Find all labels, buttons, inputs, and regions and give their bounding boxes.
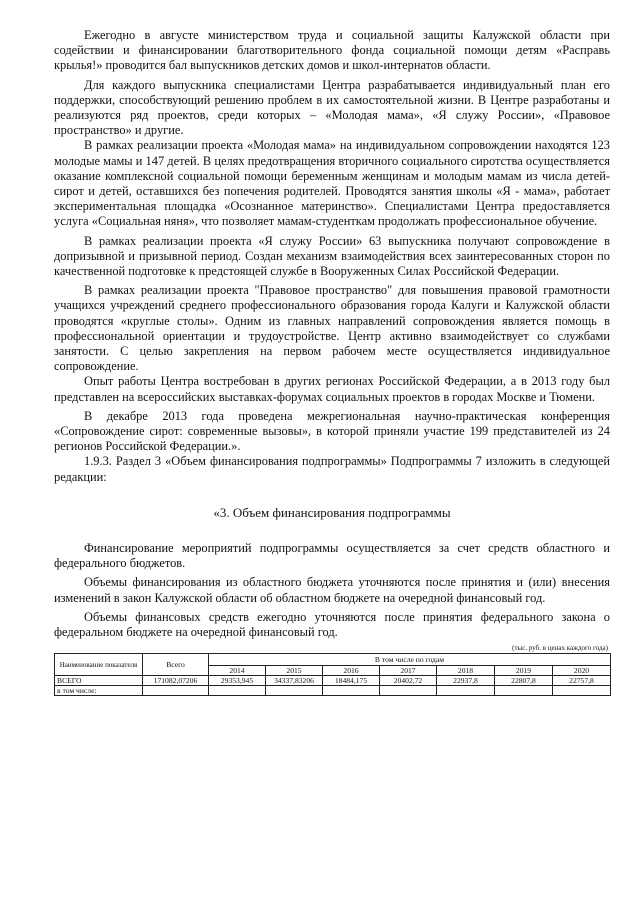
paragraph-young-mother: В рамках реализации проекта «Молодая мама» на индивидуальном сопровождении находятся 123 молодые мамы и 147 детей. В целях предотвращения вторичного социального сиротства осуществляется оказание комплексной социальной помощи беременным женщинам и молодым мамам из числа детей-сирот и детей, оставшихся без попечения родителей. Проводятся занятия школы «Я - мама», работает экспериментальная площадка «Осознанное материнство». Специалистами Центра предоставляется услуга «Социальная няня», что позволяет мамам-студенткам продолжать профессиональное обучение. bbox=[54, 138, 610, 229]
table-header-year: 2019 bbox=[495, 666, 553, 676]
paragraph-section-amendment: 1.9.3. Раздел 3 «Объем финансирования подпрограммы» Подпрограммы 7 изложить в следующей редакции: bbox=[54, 454, 610, 484]
cell-value: 18484,175 bbox=[323, 676, 380, 686]
paragraph-experience: Опыт работы Центра востребован в других регионах Российской Федерации, а в 2013 году был представлен на всероссийских выставках-форумах социальных проектов в городах Москве и Тюмени. bbox=[54, 374, 610, 404]
table-header-year: 2014 bbox=[209, 666, 266, 676]
row-label: ВСЕГО bbox=[55, 676, 143, 686]
table-row bbox=[55, 686, 611, 696]
cell-value: 29353,945 bbox=[209, 676, 266, 686]
table-row bbox=[55, 676, 611, 686]
cell-value bbox=[380, 686, 437, 696]
cell-value: 22757,8 bbox=[553, 676, 611, 686]
paragraph-funding-sources: Финансирование мероприятий подпрограммы осуществляется за счет средств областного и федерального бюджетов. bbox=[54, 540, 610, 571]
table-header-year: 2020 bbox=[553, 666, 611, 676]
table-header-year: 2018 bbox=[437, 666, 495, 676]
cell-value: 34337,83206 bbox=[266, 676, 323, 686]
cell-value: 22807,8 bbox=[495, 676, 553, 686]
paragraph-regional-budget: Объемы финансирования из областного бюджета уточняются после принятия и (или) внесения изменений в закон Калужской области об областном бюджете на очередной финансовый год. bbox=[54, 575, 610, 605]
cell-value bbox=[323, 686, 380, 696]
table-header-year: 2015 bbox=[266, 666, 323, 676]
funding-table bbox=[54, 653, 611, 696]
section-heading: «3. Объем финансирования подпрограммы bbox=[213, 504, 451, 520]
cell-value bbox=[553, 686, 611, 696]
paragraph-conference: В декабре 2013 года проведена межрегиональная научно-практическая конференция «Сопровождение сирот: современные вызовы», в которой приняли участие 199 представителей из 24 регионов Российской Федерации.». bbox=[54, 408, 610, 454]
table-units-note: (тыс. руб. в ценах каждого года) bbox=[512, 644, 608, 653]
paragraph-federal-budget: Объемы финансовых средств ежегодно уточняются после принятия федерального закона о федеральном бюджете на очередной финансовый год. bbox=[54, 609, 610, 639]
cell-value: 20402,72 bbox=[380, 676, 437, 686]
cell-total: 171082,07206 bbox=[143, 676, 209, 686]
paragraph-graduates-ball: Ежегодно в августе министерством труда и социальной защиты Калужской области при содействии и финансировании благотворительного фонда социальной помощи детям «Расправь крылья!» проводится бал выпускников детских домов и школ-интернатов области. bbox=[54, 28, 610, 73]
cell-value bbox=[495, 686, 553, 696]
cell-total bbox=[143, 686, 209, 696]
table-header-year: 2016 bbox=[323, 666, 380, 676]
row-label: в том числе: bbox=[55, 686, 143, 696]
paragraph-individual-plan: Для каждого выпускника специалистами Центра разрабатывается индивидуальный план его поддержки, способствующий решению проблем в их самостоятельной жизни. В Центре разработаны и реализуются ряд проектов, среди которых – «Молодая мама», «Я служу России», «Правовое пространство» и другие. bbox=[54, 77, 610, 138]
cell-value bbox=[266, 686, 323, 696]
cell-value bbox=[209, 686, 266, 696]
table-header-year: 2017 bbox=[380, 666, 437, 676]
table-header-name: Наименование показателя bbox=[55, 654, 143, 676]
cell-value: 22937,8 bbox=[437, 676, 495, 686]
paragraph-legal-space: В рамках реализации проекта "Правовое пространство" для повышения правовой грамотности учащихся учреждений среднего профессионального образования города Калуги и Калужской области проводятся «круглые столы». Одним из главных направлений сопровождения является помощь в профессиональной ориентации и трудоустройстве. Центр активно взаимодействует со службами занятости. С целью закрепления на первом рабочем месте осуществляется индивидуальное сопровождение. bbox=[54, 283, 610, 374]
table-header-total: Всего bbox=[143, 654, 209, 676]
document-page bbox=[54, 28, 610, 696]
paragraph-serve-russia: В рамках реализации проекта «Я служу России» 63 выпускника получают сопровождение в допризывной и призывной период. Создан механизм взаимодействия всех заинтересованных сторон по качественной подготовке к предстоящей службе в Вооруженных Силах Российской Федерации. bbox=[54, 233, 610, 279]
cell-value bbox=[437, 686, 495, 696]
table-header-years-group: В том числе по годам bbox=[209, 654, 611, 666]
